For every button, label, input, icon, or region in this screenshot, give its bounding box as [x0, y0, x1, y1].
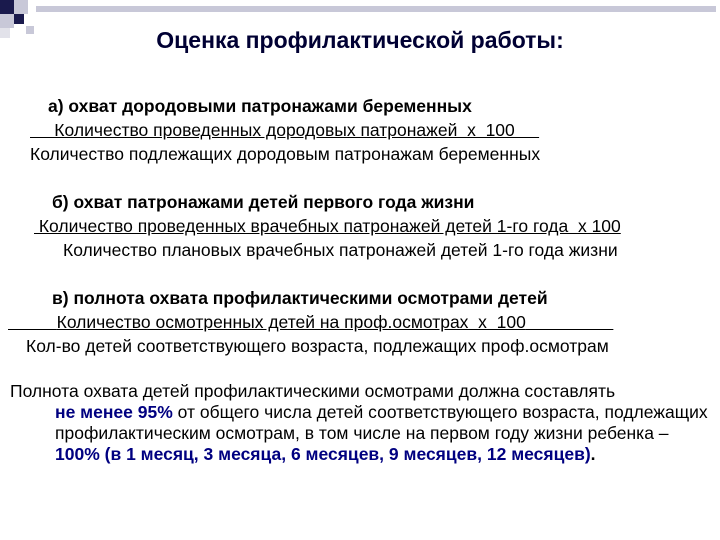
section-a-denominator: Количество подлежащих дородовым патронажам беременных: [30, 144, 541, 164]
section-b-heading: б) охват патронажами детей первого года жизни: [52, 192, 475, 212]
summary-rest: [10, 402, 715, 465]
summary-line1: Полнота охвата детей профилактическими осмотрами должна составлять: [10, 381, 616, 401]
page-title: Оценка профилактической работы:: [156, 27, 564, 53]
section-c-numerator-line: [8, 312, 613, 332]
section-a-heading: а) охват дородовыми патронажами беременных: [48, 96, 472, 116]
section-c-numerator-suffix: [526, 312, 614, 332]
section-b-denominator: Количество плановых врачебных патронажей детей 1-го года жизни: [63, 240, 618, 260]
summary-paragraph: [10, 381, 715, 465]
section-c-numerator-prefix: [8, 312, 57, 332]
section-c-denominator: Кол-во детей соответствующего возраста, подлежащих проф.осмотрам: [26, 336, 609, 356]
section-b-numerator: Количество проведенных врачебных патронажей детей 1-го года х 100: [34, 216, 621, 236]
summary-text: от общего числа детей соответствующего возраста, подлежащих профилактическим осмотрам, в том числе на первом году жизни ребенка –: [55, 402, 708, 443]
summary-end: .: [590, 444, 596, 464]
summary-highlight-95: не менее 95%: [55, 402, 173, 422]
summary-highlight-100: 100% (в 1 месяц, 3 месяца, 6 месяцев, 9 месяцев, 12 месяцев): [55, 444, 591, 464]
section-c-numerator: Количество осмотренных детей на проф.осмотрах х 100: [56, 312, 526, 332]
section-a-numerator: Количество проведенных дородовых патронажей х 100: [30, 120, 540, 140]
section-c-heading: в) полнота охвата профилактическими осмотрами детей: [52, 288, 548, 308]
